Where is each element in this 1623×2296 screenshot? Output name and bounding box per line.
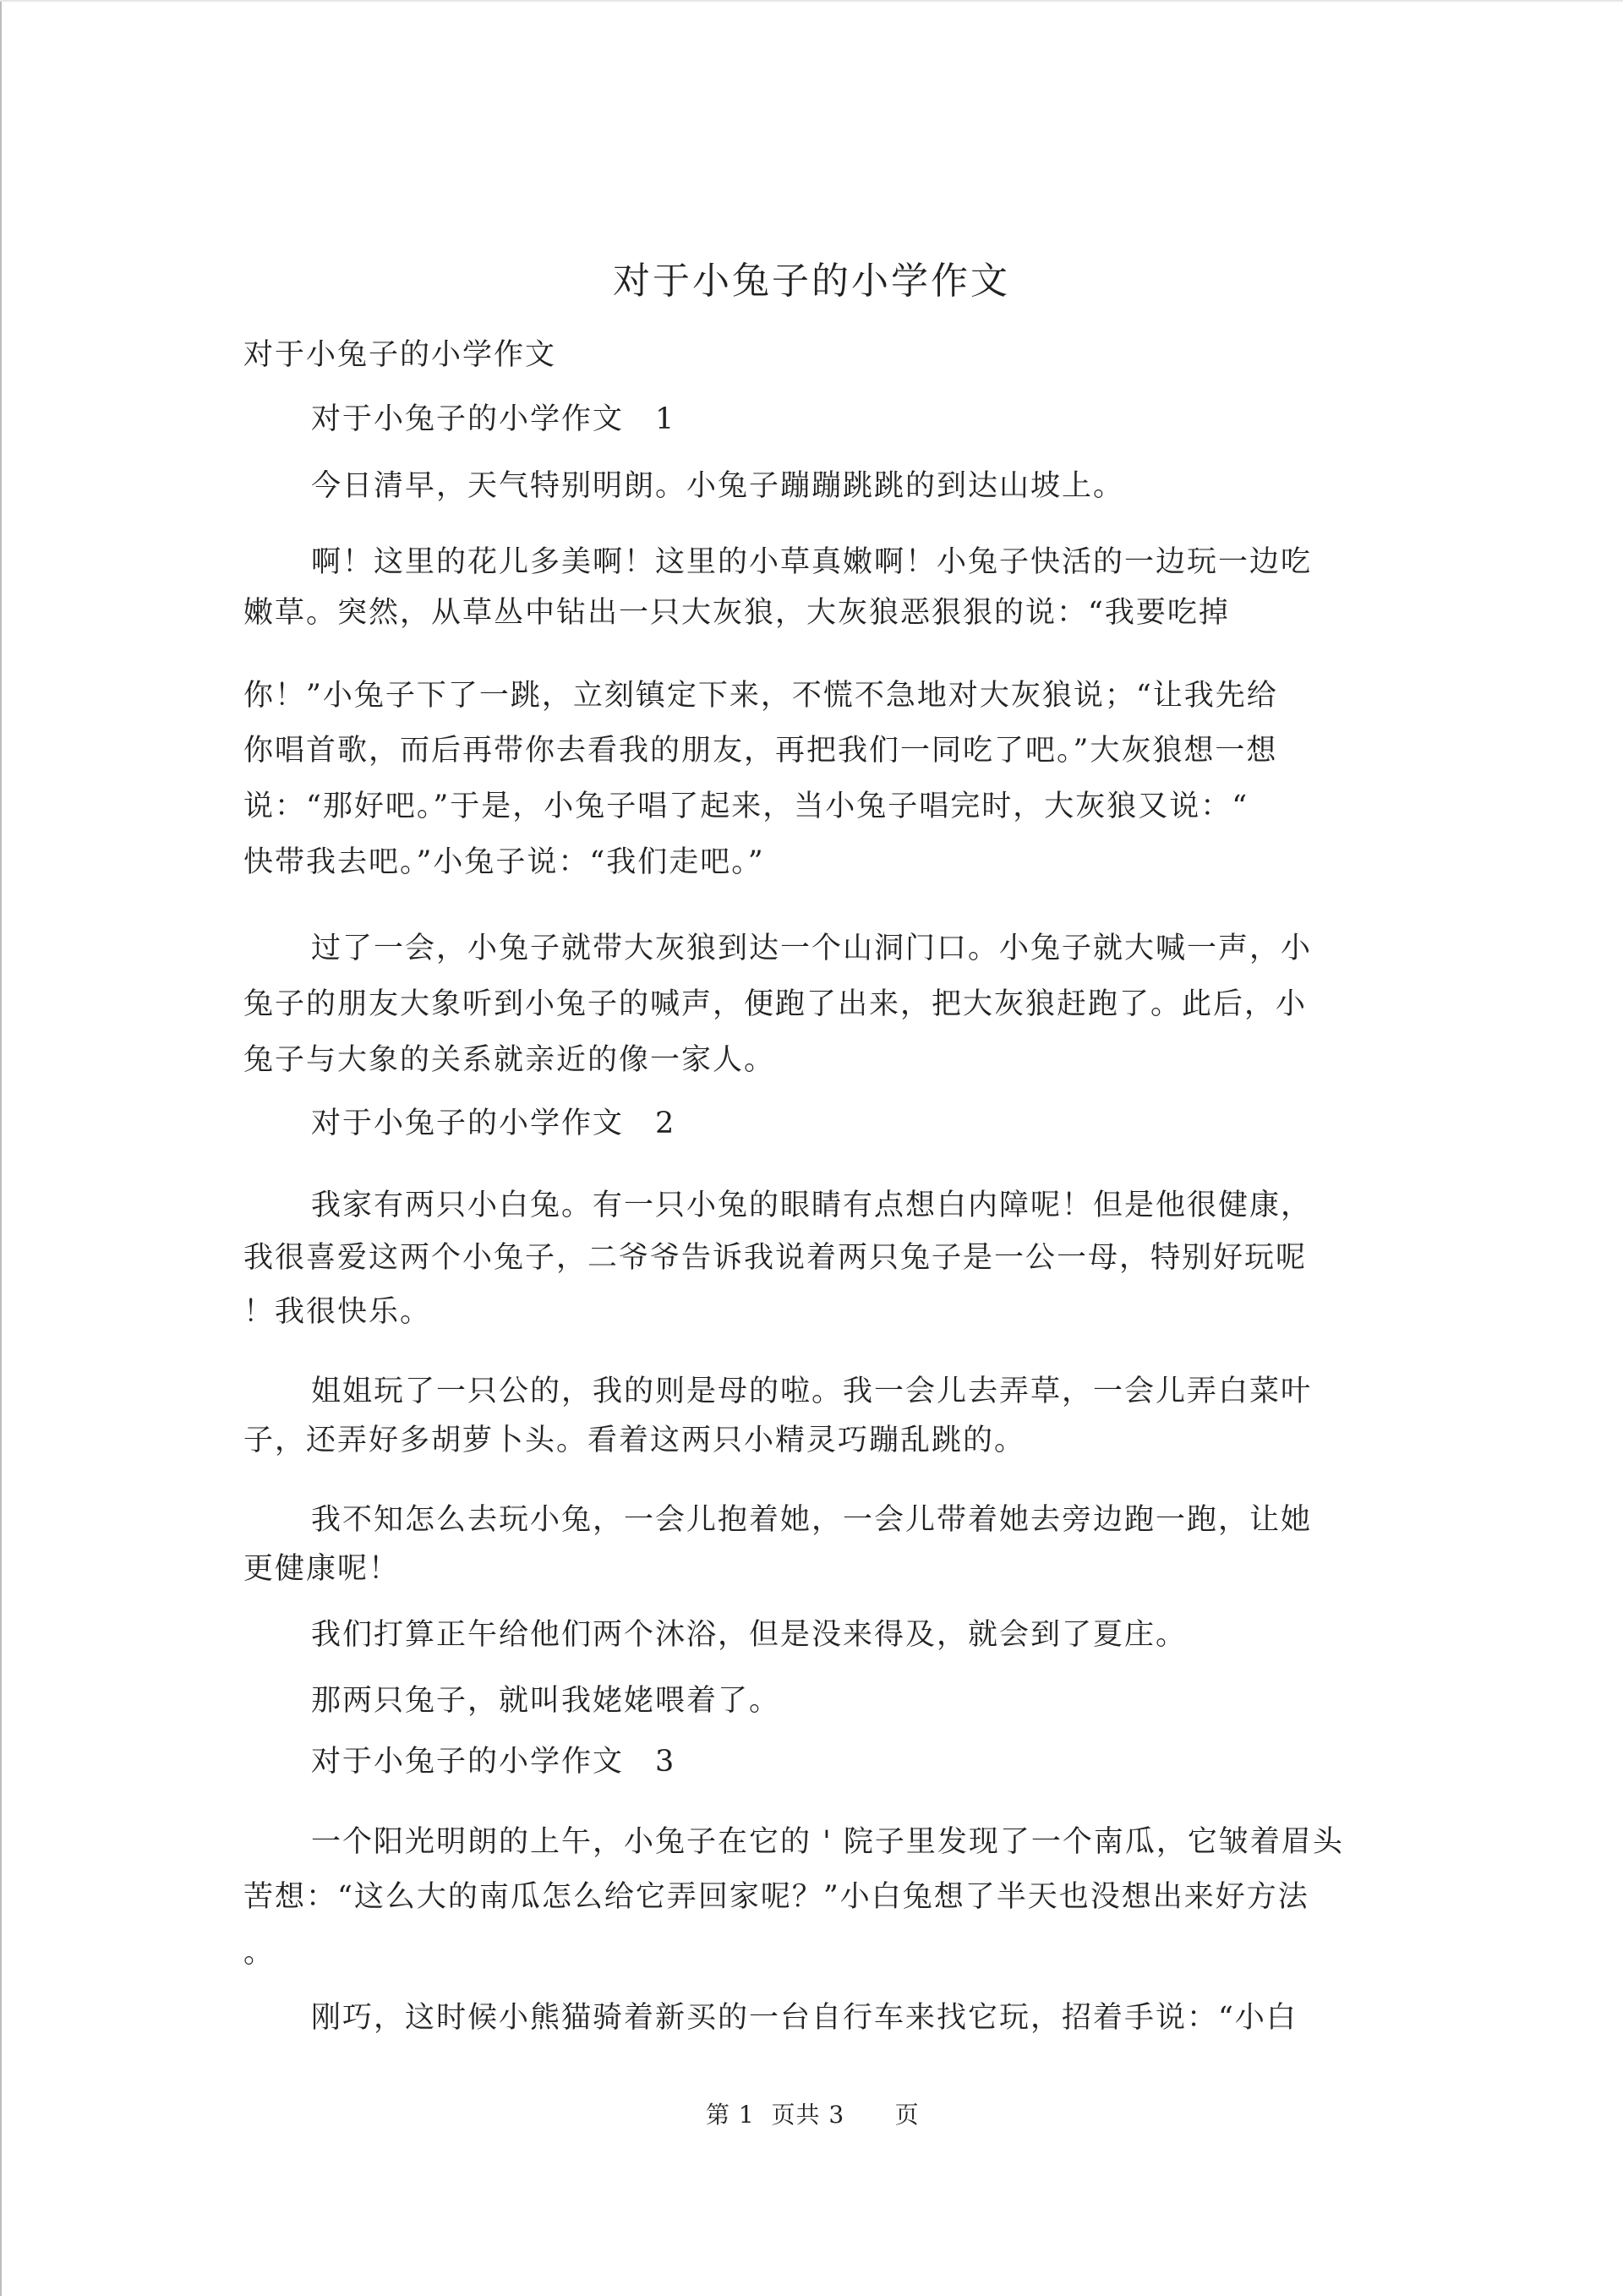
paragraph-line: 姐姐玩了一只公的，我的则是母的啦。我一会儿去弄草，一会儿弄白菜叶 bbox=[311, 1375, 1313, 1408]
document-subtitle: 对于小兔子的小学作文 bbox=[243, 338, 557, 372]
paragraph-line: 那两只兔子，就叫我姥姥喂着了。 bbox=[311, 1684, 781, 1718]
paragraph-line: 我不知怎么去玩小兔，一会儿抱着她，一会儿带着她去旁边跑一跑，让她 bbox=[311, 1503, 1313, 1537]
paragraph-line: 说：“那好吧。”于是，小兔子唱了起来，当小兔子唱完时，大灰狼又说：“ bbox=[243, 790, 1249, 823]
paragraph-line: 刚巧，这时候小熊猫骑着新买的一台自行车来找它玩，招着手说：“小白 bbox=[311, 2001, 1298, 2035]
section-heading-2: 对于小兔子的小学作文 2 bbox=[311, 1107, 676, 1140]
section-heading-1: 对于小兔子的小学作文 1 bbox=[311, 402, 676, 436]
paragraph-line: 我家有两只小白兔。有一只小兔的眼睛有点想白内障呢！但是他很健康， bbox=[311, 1189, 1313, 1222]
paragraph-line: 苦想：“这么大的南瓜怎么给它弄回家呢？”小白兔想了半天也没想出来好方法 bbox=[243, 1880, 1309, 1914]
paragraph-line: 兔子与大象的关系就亲近的像一家人。 bbox=[243, 1043, 776, 1077]
paragraph-line: 嫩草。突然，从草丛中钻出一只大灰狼，大灰狼恶狠狠的说：“我要吃掉 bbox=[243, 596, 1230, 630]
paragraph-line: 更健康呢！ bbox=[243, 1552, 401, 1586]
paragraph-line: 我很喜爱这两个小兔子，二爷爷告诉我说着两只兔子是一公一母，特别好玩呢 bbox=[243, 1241, 1308, 1275]
paragraph-line: 啊！这里的花儿多美啊！这里的小草真嫩啊！小兔子快活的一边玩一边吃 bbox=[311, 545, 1313, 579]
paragraph-line: 兔子的朋友大象听到小兔子的喊声，便跑了出来，把大灰狼赶跑了。此后，小 bbox=[243, 987, 1308, 1021]
paragraph-line: 你！”小兔子下了一跳，立刻镇定下来，不慌不急地对大灰狼说；“让我先给 bbox=[243, 679, 1278, 713]
page-edge-top bbox=[0, 0, 1623, 2]
page-number-footer: 第 1 页共 3 页 bbox=[706, 2101, 920, 2129]
paragraph-line: 一个阳光明朗的上午，小兔子在它的 ' 院子里发现了一个南瓜，它皱着眉头 bbox=[311, 1825, 1344, 1859]
paragraph-line: 今日清早，天气特别明朗。小兔子蹦蹦跳跳的到达山坡上。 bbox=[311, 469, 1125, 503]
paragraph-line: 你唱首歌，而后再带你去看我的朋友，再把我们一同吃了吧。”大灰狼想一想 bbox=[243, 734, 1278, 768]
section-heading-3: 对于小兔子的小学作文 3 bbox=[311, 1745, 676, 1779]
paragraph-line: 过了一会，小兔子就带大灰狼到达一个山洞门口。小兔子就大喊一声，小 bbox=[311, 932, 1313, 965]
paragraph-line: ！我很快乐。 bbox=[243, 1295, 432, 1329]
paragraph-line: 子，还弄好多胡萝卜头。看着这两只小精灵巧蹦乱跳的。 bbox=[243, 1424, 1026, 1457]
paragraph-line: 快带我去吧。”小兔子说：“我们走吧。” bbox=[243, 845, 765, 879]
page-edge-left bbox=[0, 0, 2, 2296]
paragraph-line: 我们打算正午给他们两个沐浴，但是没来得及，就会到了夏庄。 bbox=[311, 1618, 1188, 1652]
paragraph-line: 。 bbox=[243, 1936, 276, 1970]
document-title: 对于小兔子的小学作文 bbox=[613, 260, 1010, 303]
